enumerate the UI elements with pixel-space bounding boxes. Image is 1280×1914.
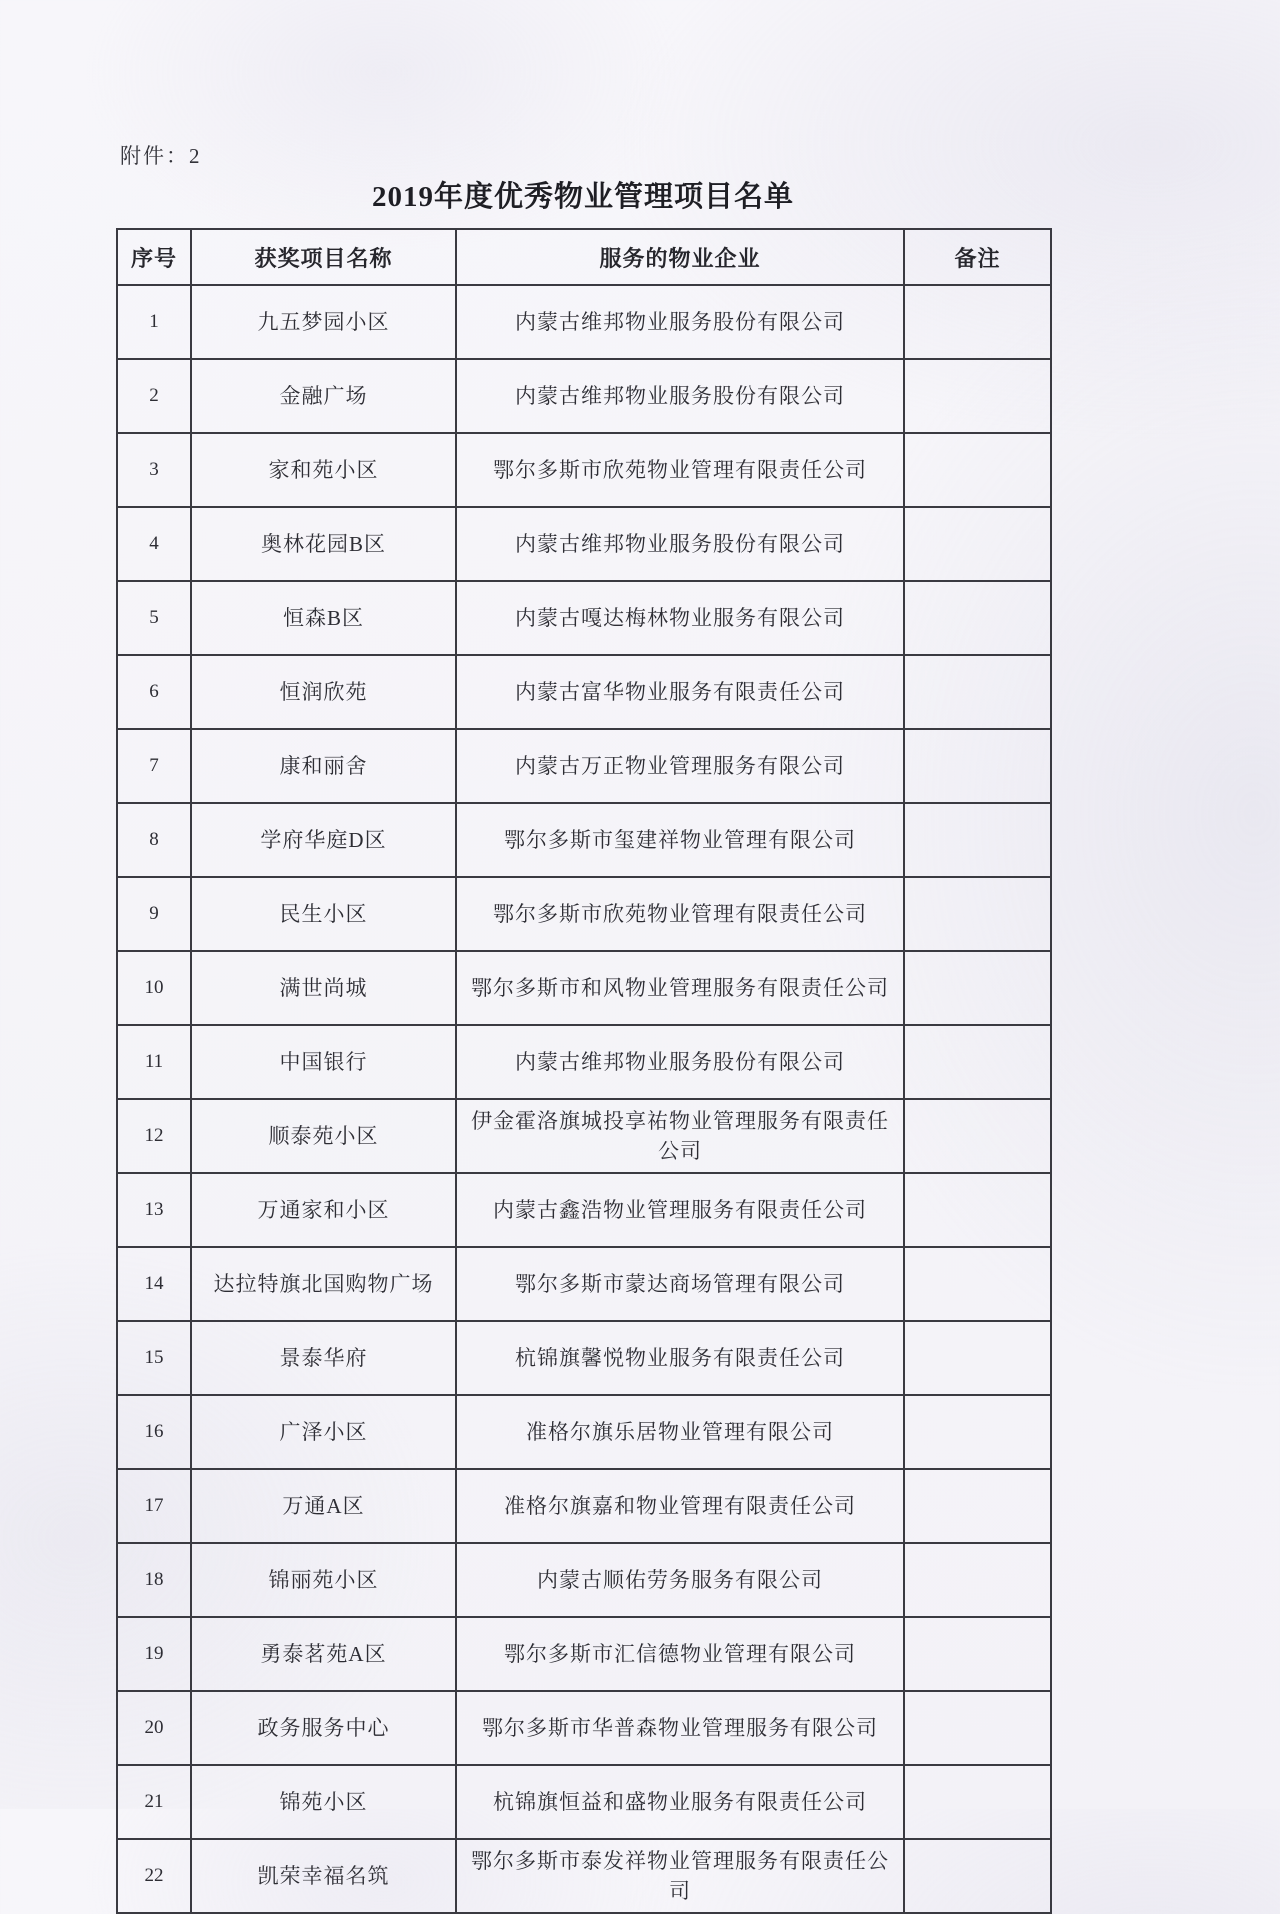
row-number-cell: 5 [117, 581, 191, 655]
table-row [117, 1247, 1051, 1321]
row-number-cell: 12 [117, 1099, 191, 1173]
company-name-cell: 鄂尔多斯市汇信德物业管理有限公司 [456, 1617, 904, 1691]
row-number-cell: 6 [117, 655, 191, 729]
company-name-cell: 内蒙古维邦物业服务股份有限公司 [456, 1025, 904, 1099]
remark-cell [904, 729, 1051, 803]
table-row [117, 285, 1051, 359]
remark-cell [904, 1247, 1051, 1321]
row-number-cell: 20 [117, 1691, 191, 1765]
project-name-cell: 景泰华府 [191, 1321, 456, 1395]
project-name-cell: 学府华庭D区 [191, 803, 456, 877]
table-header-row [117, 229, 1051, 285]
table-row [117, 1321, 1051, 1395]
attachment-label: 附件：2 [120, 144, 202, 168]
col-header-remark: 备注 [904, 229, 1051, 285]
project-name-cell: 万通A区 [191, 1469, 456, 1543]
company-name-cell: 鄂尔多斯市蒙达商场管理有限公司 [456, 1247, 904, 1321]
company-name-cell: 内蒙古嘎达梅林物业服务有限公司 [456, 581, 904, 655]
project-name-cell: 万通家和小区 [191, 1173, 456, 1247]
table-row [117, 1395, 1051, 1469]
company-name-cell: 鄂尔多斯市泰发祥物业管理服务有限责任公司 [456, 1839, 904, 1913]
remark-cell [904, 803, 1051, 877]
project-name-cell: 家和苑小区 [191, 433, 456, 507]
row-number-cell: 16 [117, 1395, 191, 1469]
company-name-cell: 鄂尔多斯市欣苑物业管理有限责任公司 [456, 433, 904, 507]
remark-cell [904, 1691, 1051, 1765]
company-name-cell: 准格尔旗嘉和物业管理有限责任公司 [456, 1469, 904, 1543]
table-row [117, 507, 1051, 581]
company-name-cell: 内蒙古维邦物业服务股份有限公司 [456, 359, 904, 433]
row-number-cell: 1 [117, 285, 191, 359]
remark-cell [904, 1395, 1051, 1469]
row-number-cell: 10 [117, 951, 191, 1025]
project-name-cell: 民生小区 [191, 877, 456, 951]
project-name-cell: 中国银行 [191, 1025, 456, 1099]
remark-cell [904, 951, 1051, 1025]
remark-cell [904, 1765, 1051, 1839]
project-name-cell: 锦苑小区 [191, 1765, 456, 1839]
remark-cell [904, 285, 1051, 359]
project-name-cell: 凯荣幸福名筑 [191, 1839, 456, 1913]
awards-table [116, 228, 1052, 1914]
project-name-cell: 奥林花园B区 [191, 507, 456, 581]
table-row [117, 359, 1051, 433]
table-row [117, 877, 1051, 951]
table-row [117, 803, 1051, 877]
project-name-cell: 锦丽苑小区 [191, 1543, 456, 1617]
row-number-cell: 4 [117, 507, 191, 581]
remark-cell [904, 1543, 1051, 1617]
project-name-cell: 康和丽舍 [191, 729, 456, 803]
company-name-cell: 内蒙古万正物业管理服务有限公司 [456, 729, 904, 803]
table-header [117, 229, 1051, 285]
remark-cell [904, 1469, 1051, 1543]
project-name-cell: 金融广场 [191, 359, 456, 433]
company-name-cell: 内蒙古鑫浩物业管理服务有限责任公司 [456, 1173, 904, 1247]
remark-cell [904, 655, 1051, 729]
company-name-cell: 杭锦旗馨悦物业服务有限责任公司 [456, 1321, 904, 1395]
row-number-cell: 18 [117, 1543, 191, 1617]
table-row [117, 1765, 1051, 1839]
project-name-cell: 政务服务中心 [191, 1691, 456, 1765]
table-row [117, 1469, 1051, 1543]
project-name-cell: 满世尚城 [191, 951, 456, 1025]
company-name-cell: 鄂尔多斯市玺建祥物业管理有限公司 [456, 803, 904, 877]
remark-cell [904, 433, 1051, 507]
project-name-cell: 达拉特旗北国购物广场 [191, 1247, 456, 1321]
row-number-cell: 21 [117, 1765, 191, 1839]
remark-cell [904, 1617, 1051, 1691]
project-name-cell: 九五梦园小区 [191, 285, 456, 359]
row-number-cell: 17 [117, 1469, 191, 1543]
table-row [117, 1099, 1051, 1173]
row-number-cell: 22 [117, 1839, 191, 1913]
company-name-cell: 伊金霍洛旗城投享祐物业管理服务有限责任公司 [456, 1099, 904, 1173]
remark-cell [904, 1839, 1051, 1913]
table-row [117, 1543, 1051, 1617]
project-name-cell: 勇泰茗苑A区 [191, 1617, 456, 1691]
row-number-cell: 14 [117, 1247, 191, 1321]
company-name-cell: 鄂尔多斯市华普森物业管理服务有限公司 [456, 1691, 904, 1765]
project-name-cell: 广泽小区 [191, 1395, 456, 1469]
company-name-cell: 内蒙古顺佑劳务服务有限公司 [456, 1543, 904, 1617]
remark-cell [904, 581, 1051, 655]
table-row [117, 655, 1051, 729]
company-name-cell: 鄂尔多斯市欣苑物业管理有限责任公司 [456, 877, 904, 951]
table-row [117, 581, 1051, 655]
col-header-company: 服务的物业企业 [456, 229, 904, 285]
row-number-cell: 19 [117, 1617, 191, 1691]
row-number-cell: 13 [117, 1173, 191, 1247]
table-row [117, 433, 1051, 507]
table-row [117, 1839, 1051, 1913]
row-number-cell: 15 [117, 1321, 191, 1395]
row-number-cell: 9 [117, 877, 191, 951]
col-header-project: 获奖项目名称 [191, 229, 456, 285]
row-number-cell: 3 [117, 433, 191, 507]
table-row [117, 951, 1051, 1025]
table-row [117, 1691, 1051, 1765]
table-body [117, 285, 1051, 1913]
project-name-cell: 恒森B区 [191, 581, 456, 655]
remark-cell [904, 1321, 1051, 1395]
company-name-cell: 杭锦旗恒益和盛物业服务有限责任公司 [456, 1765, 904, 1839]
table-row [117, 1617, 1051, 1691]
company-name-cell: 鄂尔多斯市和风物业管理服务有限责任公司 [456, 951, 904, 1025]
company-name-cell: 内蒙古维邦物业服务股份有限公司 [456, 285, 904, 359]
company-name-cell: 内蒙古富华物业服务有限责任公司 [456, 655, 904, 729]
company-name-cell: 内蒙古维邦物业服务股份有限公司 [456, 507, 904, 581]
row-number-cell: 11 [117, 1025, 191, 1099]
remark-cell [904, 507, 1051, 581]
remark-cell [904, 877, 1051, 951]
table-row [117, 1173, 1051, 1247]
remark-cell [904, 1173, 1051, 1247]
row-number-cell: 8 [117, 803, 191, 877]
document-title: 2019年度优秀物业管理项目名单 [371, 181, 794, 213]
project-name-cell: 恒润欣苑 [191, 655, 456, 729]
row-number-cell: 2 [117, 359, 191, 433]
remark-cell [904, 1099, 1051, 1173]
table-row [117, 729, 1051, 803]
project-name-cell: 顺泰苑小区 [191, 1099, 456, 1173]
remark-cell [904, 359, 1051, 433]
row-number-cell: 7 [117, 729, 191, 803]
company-name-cell: 准格尔旗乐居物业管理有限公司 [456, 1395, 904, 1469]
remark-cell [904, 1025, 1051, 1099]
col-header-index: 序号 [117, 229, 191, 285]
table-row [117, 1025, 1051, 1099]
